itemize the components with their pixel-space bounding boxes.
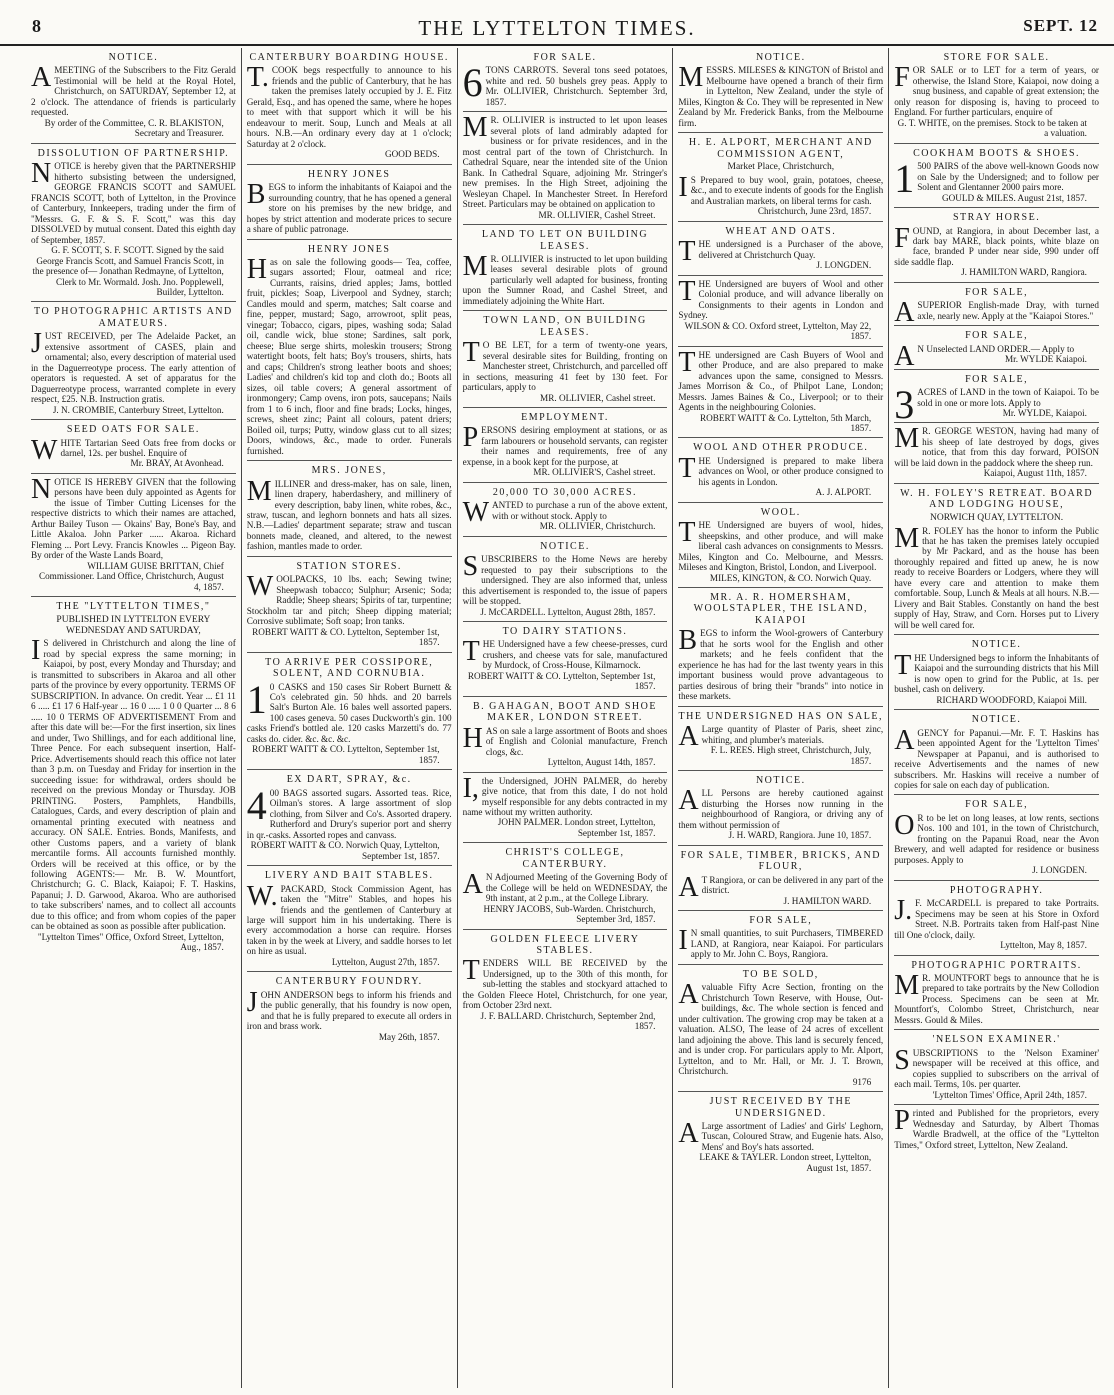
- ad-signature: MR. OLLIVIER, Christchurch.: [539, 521, 656, 532]
- ad-heading: TOWN LAND, ON BUILDING LEASES.: [483, 315, 647, 338]
- advertisement: [31, 597, 236, 957]
- ad-heading: STATION STORES.: [296, 560, 402, 572]
- ad-heading: FOR SALE.: [533, 52, 597, 63]
- ad-body: I,the Undersigned, JOHN PALMER, do hereby give notice, that from this date, I do not hold myself responsible for any debts contracted in my name without my written authority.: [462, 772, 668, 817]
- ad-heading: CANTERBURY FOUNDRY.: [275, 976, 423, 988]
- advertisement: [894, 1105, 1099, 1154]
- ad-signature: GOULD & MILES. August 21st, 1857.: [942, 192, 1087, 203]
- ad-body: MILLINER and dress-maker, has on sale, linen, linen drapery, haberdashery, and millinery of every description, baby linen, white robes, &c., straw, tuscan, and leghorn bonnets and hats all sizes. N.B.—Ladies' department separate; straw and tuscan bonnets made, cleaned, and altered, to the newest fashion, mantles made to order.: [246, 475, 452, 552]
- ad-signature: ROBERT WAITT & CO. Lyttelton, September 1st, 1857.: [252, 626, 440, 648]
- ad-body: 6TONS CARROTS. Several tons seed potatoes, white and red. 50 bushels grey peas. Apply to Mr. OLLIVIER, Christchurch. September 3rd, 1857.: [462, 60, 668, 107]
- ad-body: JOHN ANDERSON begs to inform his friends and the public generally, that his foundry is now open, and that he is fully prepared to execute all orders in iron and brass work.: [246, 986, 452, 1032]
- ad-signature: Kaiapoi, August 11th, 1857.: [983, 468, 1087, 479]
- ad-body: 3ACRES of LAND in the town of Kaiapoi. To be sold in one or more lots. Apply to: [894, 382, 1099, 428]
- ad-body: THE Undersigned is prepared to make libera advances on Wool, or other produce consigned to his agents in London.: [678, 452, 884, 487]
- ad-heading: DISSOLUTION OF PARTNERSHIP.: [37, 147, 230, 159]
- advertisement: [247, 653, 452, 771]
- ad-signature: ROBERT WAITT & Co. Lyttelton, 5th March, 1857.: [699, 412, 872, 433]
- ad-body: ALL Persons are hereby cautioned against disturbing the Horses now running in the neighbourhood of Rangiora, or driving any of them without permission of: [678, 785, 884, 830]
- ad-signature: May 26th, 1857.: [378, 1031, 440, 1042]
- ad-signature: 9176: [852, 1076, 872, 1087]
- advertisement: [247, 557, 452, 653]
- ad-heading: TO BE SOLD,: [742, 968, 819, 980]
- ad-body: OR to be let on long leases, at low rents, sections Nos. 100 and 101, in the town of Christchurch, fronting on the Papanui Road, near the Avon Brewery, and well adapted for residence or business purposes. Apply to: [894, 809, 1099, 865]
- advertisement: [247, 770, 452, 866]
- ad-heading: W. H. FOLEY'S RETREAT. BOARD AND LODGING HOUSE,: [900, 487, 1094, 511]
- advertisement: [678, 707, 883, 771]
- ad-signature: MR. OLLIVIER, Cashel Street.: [538, 209, 656, 220]
- ad-signature: JOHN PALMER. London street, Lyttelton, September 1st, 1857.: [497, 817, 656, 838]
- ad-heading: H. E. ALPORT, MERCHANT AND COMMISSION AGENT,: [688, 137, 873, 160]
- advertisement: [678, 911, 883, 965]
- ad-heading: NOTICE.: [540, 540, 590, 552]
- advertisement: [894, 635, 1099, 710]
- advertisement: [678, 48, 883, 133]
- ad-heading: PHOTOGRAPHIC PORTRAITS.: [911, 959, 1082, 971]
- ad-signature: J. McCARDELL. Lyttelton, August 28th, 1857.: [480, 606, 656, 617]
- advertisement: [678, 133, 883, 222]
- ad-subheading: Market Place, Christchurch,: [727, 162, 835, 173]
- ad-body: THE undersigned is a Purchaser of the above, delivered at Christchurch Quay.: [678, 236, 884, 268]
- ad-heading: MR. A. R. HOMERSHAM, WOOLSTAPLER, THE ISLAND, KAIAPOI: [693, 592, 869, 626]
- ad-body: THE Undersigned are buyers of wool, hides, sheepskins, and other produce, and will make liberal cash advances on consignments to Messrs. Miles, Kington and Co. Melbourne, and Messrs. Mileses and Kington, Bristol, London, and Liverpool.: [678, 517, 884, 573]
- advertisement: [247, 461, 452, 557]
- ad-body: MR. OLLIVIER is instructed to let upon leases several plots of land admirably adapted for business or for private residences, and in the most central part of the town of Christchurch. In Cathedral Square, near the intended site of the Union Bank. In Cathedral Square, adjoining Mr. Stringer's new premises. In the High Street, adjoining the Wesleyan Chapel. In Manchester Street. In Hereford Street. Particulars may be obtained on application to: [462, 112, 668, 210]
- advertisement: [894, 1030, 1099, 1105]
- ad-body: Avaluable Fifty Acre Section, fronting on the Christchurch Town Reserve, with House, Out-buildings, &c. The whole section is fenced and under cultivation. The growing crop may be taken at a valuation. ALSO, The lease of 24 acres of excellent land adjoining the above. This land is securely fenced, and is under crop. For particulars apply to Mr. Alport, Lyttelton, and to Mr. Hall, or Mr. J. T. Brown, Christchurch.: [678, 979, 884, 1077]
- ad-body: FOR SALE or to LET for a term of years, or otherwise, the Island Store, Kaiapoi, now doing a snug business, and capable of great extension; the only reason for disposing is, having to proceed to England. For further particulars, enquire of: [894, 62, 1099, 118]
- ad-signature: J. LONGDEN.: [816, 260, 872, 271]
- ad-body: AGENCY for Papanui.—Mr. F. T. Haskins has been appointed Agent for the 'Lyttelton Times' Newspaper at Papanui, and is authorised to receive Advertisements and the names of new subscribers. Mr. Haskins will receive a number of copies for sale on each day of publication.: [894, 724, 1099, 790]
- ad-body: ALarge quantity of Plaster of Paris, sheet zinc, whiting, and plumber's materials.: [678, 721, 884, 753]
- ad-body: WANTED to purchase a run of the above extent, with or without stock. Apply to: [462, 497, 668, 529]
- ad-heading: TO PHOTOGRAPHIC ARTISTS AND AMATEURS.: [34, 306, 233, 329]
- page-number: 8: [32, 16, 41, 36]
- ad-body: 1500 PAIRS of the above well-known Goods now on Sale by the Undersigned; and to follow per Solent and Glentanner 2000 pairs more.: [894, 156, 1099, 202]
- ad-heading: WOOL AND OTHER PRODUCE.: [693, 442, 869, 454]
- advertisement: [463, 622, 668, 697]
- ad-signature: A. J. ALPORT.: [815, 487, 872, 498]
- advertisement: [894, 881, 1099, 956]
- advertisement: [247, 165, 452, 240]
- column-3: [458, 48, 674, 1388]
- ad-heading: LIVERY AND BAIT STABLES.: [264, 870, 434, 882]
- advertisement: [31, 302, 236, 420]
- advertisement: [31, 144, 236, 303]
- ad-heading: NOTICE.: [755, 774, 806, 786]
- advertisement: [678, 588, 883, 707]
- ad-body: TENDERS WILL BE RECEIVED by the Undersigned, up to the 30th of this month, for sub-letting the stables and stockyard attached to the Golden Fleece Hotel, Christchurch, for one year, from October 23rd next.: [462, 955, 668, 1011]
- ad-signature: Lyttelton, August 27th, 1857.: [331, 956, 440, 967]
- ad-heading: EX DART, SPRAY, &c.: [286, 774, 412, 786]
- ad-body: THE Undersigned are buyers of Wool and other Colonial produce, and will advance liberally on Consignments to their agents in London and Sydney.: [678, 275, 884, 321]
- advertisement: [894, 144, 1099, 208]
- ad-body: THE Undersigned have a few cheese-presses, curd crushers, and cheese vats for sale, manufactured by Murdock, of Cross-House, Kilmarnock.: [462, 636, 668, 671]
- ad-body: AT Rangiora, or can be delivered in any part of the district.: [678, 871, 884, 903]
- ad-heading: HENRY JONES: [307, 243, 391, 255]
- ad-heading: NOTICE.: [971, 639, 1022, 651]
- ad-heading: WOOL.: [760, 506, 801, 518]
- ad-body: IS delivered in Christchurch and along the line of road by special express the same morning; in Kaiapoi, by post, every Monday and Thursday; and is transmitted to subscribers in Akaroa and all other parts of the province by every opportunity. TERMS OF SUBSCRIPTION. In advance. On credit. Year ... £1 11 6 ..... £1 17 6 Half-year ... 16 0 ..... 1 0 0 Quarter ... 8 6 ..... 10 0 TERMS OF ADVERTISEMENT From and after this date will be:—For the first insertion, six lines and under, Two Shillings, and for each additional line, Three Pence. For each subsequent insertion, Half-Price. Advertisements should reach this office not later than 3 p.m. on Tuesday and Friday for insertion in the succeeding issue: for withdrawal, orders should be received on the previous Monday or Thursday. JOB PRINTING. Posters, Pamphlets, Handbills, Catalogues, Cards, and every description of plain and ornamental printing executed with neatness and accuracy. ON SALE. Entries. Bonds, Manifests, and other Customs papers, and a variety of blank mercantile forms. All accounts furnished monthly. Orders will be received at this office, or by the following AGENTS:— Mr. B. W. Mountfort, Christchurch; G. C. Black, Kaiapoi; F. T. Haskins, Papanui; J. D. Garwood, Akaroa. Who are authorised to take subscribers' names, and to collect all accounts due to this office; and from whom copies of the paper can be obtained as soon as possible after publication.: [31, 635, 236, 932]
- advertisement: [463, 225, 668, 311]
- ad-heading: COOKHAM BOOTS & SHOES.: [913, 147, 1081, 159]
- advertisement: [678, 503, 883, 588]
- ad-signature: G. F. SCOTT, S. F. SCOTT. Signed by the said George Francis Scott, and Samuel Francis Scott, in the presence of— Jonathan Redmayne, of Lyttelton, Clerk to Mr. Wormald. Josh. Jno. Popplewell, Builder, Lyttelton.: [32, 245, 224, 297]
- advertisement: [894, 48, 1099, 144]
- ad-signature: By order of the Committee, C. R. BLAKISTON, Secretary and Treasurer.: [44, 117, 224, 139]
- ad-signature: "Lyttelton Times" Office, Oxford Street, Lyttelton, Aug., 1857.: [37, 931, 224, 953]
- ad-body: MR. FOLEY has the honor to inform the Public that he has taken the premises lately occupied by Mr Packard, and as the house has been thoroughly repaired and fitted up anew, he is now ready to receive Boarders or Lodgers, where they will have every care and attention to make them comfortable. Soup, Lunch & Meals at all hours. N.B.—Livery and Bait Stables. Constantly on hand the best supply of Hay, Straw, and Corn. Horses put to Livery will be well cared for.: [894, 522, 1099, 630]
- ad-signature: HENRY JACOBS, Sub-Warden. Christchurch, September 3rd, 1857.: [483, 903, 656, 925]
- ad-signature: 'Lyttelton Times' Office, April 24th, 1857.: [932, 1089, 1087, 1100]
- ad-signature: F. L. REES. High street, Christchurch, July, 1857.: [710, 745, 872, 766]
- ad-body: FOUND, at Rangiora, in about December last, a dark bay MARE, black points, white blaze on face, branded P under near side, 990 under off side saddle flap.: [894, 222, 1099, 267]
- ad-signature: MR. OLLIVIER, Cashel street.: [540, 392, 656, 403]
- ad-signature: Lyttelton, May 8, 1857.: [1000, 940, 1087, 951]
- ad-heading: 'NELSON EXAMINER.': [932, 1034, 1061, 1046]
- advertisement: [894, 370, 1099, 428]
- advertisement: [678, 276, 883, 347]
- ad-signature: Mr. WYLDE, Kaiapoi.: [1002, 408, 1087, 418]
- ad-heading: NOTICE.: [755, 52, 806, 63]
- ad-body: HAS on sale a large assortment of Boots and shoes of English and Colonial manufacture, French clogs, &c.: [462, 722, 668, 757]
- ad-body: MR. MOUNTFORT begs to announce that he is prepared to take portraits by the New Collodion Process. Specimens can be seen at Mr. Mountfort's, Colombo Street, Christchurch, near Messrs. Gould & Miles.: [894, 969, 1099, 1025]
- advertisement: [31, 48, 236, 144]
- ad-signature: J. F. BALLARD. Christchurch, September 2nd, 1857.: [480, 1010, 656, 1032]
- ad-heading: GOLDEN FLEECE LIVERY STABLES.: [490, 933, 640, 957]
- ad-body: SUBSCRIPTIONS to the 'Nelson Examiner' newspaper will be received at this office, and copies supplied to subscribers on the arrival of each mail. Terms, 10s. per quarter.: [894, 1044, 1099, 1090]
- ad-body: T.COOK begs respectfully to announce to his friends and the public of Canterbury, that he has taken the premises lately occupied by J. E. Fitz Gerald, Esq., and has opened the same, where he hopes to meet with that support which it will be his endeavour to merit. Soup, Lunch and Meals at all hours. N.B.—An ordinary every day at 1 o'clock; Saturday at 2 o'clock.: [246, 62, 452, 149]
- ad-body: BEGS to inform the Wool-growers of Canterbury that he sorts wool for the English and other markets; and he feels confident that the experience he has had for the last twenty years in this important business would prove advantageous to parties desirous of bring their "brands" into notice in these markets.: [678, 625, 884, 702]
- ad-heading: SEED OATS FOR SALE.: [66, 424, 200, 436]
- ad-body: SUBSCRIBERS to the Home News are hereby requested to pay their subscriptions to the undersigned. They are also informed that, unless this advertisement is responded to, the issue of papers will be stopped.: [462, 551, 668, 607]
- advertisement: [678, 965, 883, 1092]
- advertisement: [678, 222, 883, 276]
- ad-heading: JUST RECEIVED BY THE UNDERSIGNED.: [709, 1096, 852, 1119]
- advertisement: [463, 311, 668, 408]
- advertisement: [678, 846, 883, 911]
- ad-heading: HENRY JONES: [307, 168, 391, 180]
- ad-signature: J. LONGDEN.: [1032, 865, 1087, 876]
- ad-heading: NOTICE.: [971, 714, 1022, 726]
- issue-date: SEPT. 12: [1023, 16, 1098, 35]
- ad-body: MESSRS. MILESES & KINGTON of Bristol and Melbourne have opened a branch of their firm in Lyttelton, New Zealand, under the style of Miles, Kington & Co. They will be represented in New Zealand by Mr. Frederick Banks, from the Melbourne firm.: [678, 62, 884, 128]
- ad-signature: J. H. WARD, Rangiora. June 10, 1857.: [728, 830, 872, 841]
- advertisement: [463, 930, 668, 1036]
- advertisement: [463, 843, 668, 929]
- ad-heading: FOR SALE,: [965, 286, 1029, 298]
- ad-signature: MILES, KINGTON, & CO. Norwich Quay.: [709, 572, 872, 583]
- advertisement: [463, 773, 668, 844]
- advertisement: [247, 972, 452, 1046]
- ad-signature: MR. OLLIVIER'S, Cashel street.: [533, 467, 656, 478]
- ad-heading: STRAY HORSE.: [952, 212, 1041, 224]
- column-2: [242, 48, 458, 1388]
- ad-signature: GOOD BEDS.: [384, 149, 440, 160]
- ad-body: MR. GEORGE WESTON, having had many of his sheep of late destroyed by dogs, gives notice, that from this day forward, POISON will be laid down in the paddock where the sheep run.: [894, 423, 1099, 468]
- advertisement: [894, 208, 1099, 283]
- ad-signature: WILSON & CO. Oxford street, Lyttelton, May 22, 1857.: [684, 320, 872, 342]
- advertisement: [894, 484, 1099, 635]
- advertisement: [463, 408, 668, 483]
- ad-signature: Mr. WYLDE Kaiapoi.: [1004, 354, 1087, 365]
- ad-signature: J. HAMILTON WARD, Rangiora.: [961, 267, 1087, 278]
- ad-heading: MRS. JONES,: [311, 465, 387, 477]
- ad-heading: LAND TO LET ON BUILDING LEASES.: [481, 229, 649, 252]
- advertisement: [31, 474, 236, 597]
- ad-heading: FOR SALE,: [965, 799, 1029, 811]
- ad-body: J.F. McCARDELL is prepared to take Portraits. Specimens may be seen at his Store in Oxford Street. N.B. Portraits taken from Half-past Nine till One o'clock, daily.: [894, 895, 1099, 940]
- ad-heading: TO DAIRY STATIONS.: [502, 626, 628, 638]
- advertisement: [31, 420, 236, 474]
- advertisement: [463, 483, 668, 537]
- advertisement: [247, 240, 452, 462]
- ad-body: 10 CASKS and 150 cases Sir Robert Burnett & Co's celebrated gin. 50 hhds. and 20 barrels Salt's Burton Ale. 16 bales well assorted papers. 100 cases geneva. 50 cases Duckworth's gin. 100 casks Friend's bottled ale. 120 casks Marzetti's do. 77 casks do. cider. &c. &c. &c.: [246, 676, 452, 744]
- ad-signature: J. HAMILTON WARD.: [783, 895, 872, 906]
- ad-body: PERSONS desiring employment at stations, or as farm labourers or household servants, can register their names and requirements, free of any expense, in a book kept for the purpose, at: [462, 422, 668, 467]
- ad-body: NOTICE IS HEREBY GIVEN that the following persons have been duly appointed as Agents for the issue of Timber Cutting Licenses for the respective districts to which their names are attached, Arthur Bailey Tuson — Okains' Bay, Bone's Bay, and Little Akaloa. John Parker ...... Akaroa. Richard Fleming ... Port Levy. Francis Knowles ... Pigeon Bay. By order of the Waste Lands Board,: [31, 473, 236, 561]
- masthead: [0, 0, 1114, 46]
- ad-body: THE Undersigned begs to inform the Inhabitants of Kaiapoi and the surrounding districts that his Mill is now open to grind for the Public, at 1s. per bushel, cash on delivery.: [894, 649, 1099, 695]
- ad-heading: 20,000 TO 30,000 ACRES.: [492, 486, 638, 498]
- advertisement: [678, 438, 883, 502]
- ad-body: WOOLPACKS, 10 lbs. each; Sewing twine; Sheepwash tobacco; Sulphur; Arsenic; Soda; Raddle; Sheep shears; Spirits of tar, turpentine; Stockholm tar and pitch; Sheep dipping material; Corrosive sublimate; Soft soap; Iron tanks.: [246, 571, 452, 627]
- ad-signature: Christchurch, June 23rd, 1857.: [757, 206, 872, 217]
- advertisement: [247, 48, 452, 165]
- ad-body: 400 BAGS assorted sugars. Assorted teas. Rice, Oilman's stores. A large assortment of slop clothing, from Silver and Co's. Assorted drapery. Rutherford and Drury's superior port and sherry in qr.-casks. Assorted ropes and canvass.: [246, 782, 452, 840]
- ad-signature: ROBERT WAITT & CO. Lyttelton, September 1st, 1857.: [467, 670, 656, 692]
- advertisement: [894, 956, 1099, 1031]
- ad-heading: FOR SALE, TIMBER, BRICKS, AND FLOUR,: [680, 849, 881, 873]
- ad-signature: J. N. CROMBIE, Canterbury Street, Lyttelton.: [52, 404, 224, 415]
- ad-body: BEGS to inform the inhabitants of Kaiapoi and the surrounding country, that he has opened a general store on his premises by the new bridge, and hopes by strict attention and moderate prices to secure a share of public patronage.: [246, 179, 452, 235]
- newspaper-title: THE LYTTELTON TIMES.: [418, 16, 696, 40]
- ad-heading: NOTICE.: [108, 52, 159, 63]
- ad-body: Printed and Published for the proprietors, every Wednesday and Saturday, by Albert Thomas Wardle Bradwell, at the office of the "Lyttelton Times," Oxford street, Lyttelton, New Zealand.: [894, 1105, 1099, 1150]
- ad-signature: G. T. WHITE, on the premises. Stock to be taken at a valuation.: [897, 117, 1087, 139]
- ad-body: IN small quantities, to suit Purchasers, TIMBERED LAND, at Rangiora, near Kaiapoi. For particulars apply to Mr. John C. Boys, Rangiora.: [678, 925, 884, 960]
- advertisement: [463, 537, 668, 622]
- ad-heading: FOR SALE,: [965, 373, 1029, 385]
- ad-heading: THE UNDERSIGNED HAS ON SALE,: [678, 710, 884, 722]
- ad-heading: B. GAHAGAN, BOOT AND SHOE MAKER, LONDON STREET.: [472, 700, 657, 724]
- columns-container: [26, 48, 1104, 1388]
- ad-body: AN Unselected LAND ORDER.— Apply to: [894, 340, 1075, 372]
- advertisement: [678, 1092, 883, 1177]
- column-1: [26, 48, 242, 1388]
- ad-body: MR. OLLIVIER is instructed to let upon building leases several desirable plots of ground particularly well adapted for business, fronting upon the Sumner Road, and Cashel Street, and immediately adjoining the White Hart.: [462, 250, 668, 306]
- ad-body: IS Prepared to buy wool, grain, potatoes, cheese, &c., and to execute indents of goods for the English and Australian markets, on liberal terms for cash.: [678, 171, 884, 206]
- ad-body: ALarge assortment of Ladies' and Girls' Leghorn, Tuscan, Coloured Straw, and Eugenie hats. Also, Mens' and Boy's hats assorted.: [678, 1117, 884, 1152]
- ad-signature: ROBERT WAITT & CO. Lyttelton, September 1st, 1857.: [252, 744, 440, 765]
- ad-heading: THE "LYTTELTON TIMES,": [56, 601, 211, 613]
- ad-body: ASUPERIOR English-made Dray, with turned axle, nearly new. Apply at the "Kaiapoi Stores.": [894, 297, 1099, 329]
- ad-body: AMEETING of the Subscribers to the Fitz Gerald Testimonial will be held at the Royal Hotel, Christchurch, on SATURDAY, September 12, at 2 o'clock. The attendance of friends is particularly requested.: [31, 62, 236, 118]
- ad-signature: RICHARD WOODFORD, Kaiapoi Mill.: [936, 694, 1087, 705]
- ad-signature: Mr. BRAY, At Avonhead.: [130, 458, 224, 469]
- ad-heading: EMPLOYMENT.: [521, 412, 609, 424]
- advertisement: [463, 697, 668, 773]
- column-4: [673, 48, 889, 1388]
- ad-heading: FOR SALE,: [965, 330, 1029, 342]
- ad-body: W.PACKARD, Stock Commission Agent, has taken the "Mitre" Stables, and hopes his friends and the gentlemen of Canterbury at large will support him in his undertaking. There is every accommodation a horse can require. Horses taken in by the week at Livery, and saddle horses to let on hire as usual.: [246, 880, 452, 957]
- ad-heading: CHRIST'S COLLEGE, CANTERBURY.: [505, 847, 625, 870]
- ad-heading: PHOTOGRAPHY.: [949, 884, 1044, 896]
- ad-signature: ROBERT WAITT & CO. Norwich Quay, Lyttelton, September 1st, 1857.: [250, 840, 440, 861]
- advertisement: [894, 795, 1099, 880]
- ad-signature: Lyttelton, August 14th, 1857.: [547, 757, 656, 768]
- advertisement: [894, 423, 1099, 483]
- ad-heading: TO ARRIVE PER COSSIPORE, SOLENT, AND CORNUBIA.: [265, 656, 434, 680]
- advertisement: [678, 347, 883, 439]
- advertisement: [463, 112, 668, 225]
- ad-body: AN Adjourned Meeting of the Governing Body of the College will be held on WEDNESDAY, the 9th instant, at 2 p.m., at the College Library.: [462, 869, 668, 904]
- advertisement: [463, 48, 668, 112]
- ad-body: THE undersigned are Cash Buyers of Wool and other Produce, and are also prepared to make advances upon the same, consigned to Messrs. James Morrison & Co., of Philpot Lane, London; Messrs. James Baines & Co., Liverpool; or to their Agents in the neighbouring Colonies.: [678, 346, 884, 413]
- ad-body: Has on sale the following goods— Tea, coffee, sugars assorted; Flour, oatmeal and rice; Currants, raisins, dried apples; Jams, bottled fruit, pickles; Soap, Liverpool and Sydney, starch; Candles mould and sperm, matches; Salt coarse and fine, pepper, mustard; Sago, arrowroot, split peas, vinegar; Tobacco, cigars, pipes, washing soda; Salad oil, candle wick, blue stone; Sardines, salt pork, cheese; Blue serge shirts, moleskin trousers; Strong watertight boots, felt hats; Boy's trousers, shirts, hats and caps; Children's strong leather boots and shoes; Ladies' and children's kid top and cloth do.; Boots all sizes, oil table covers; A general assortment of ironmongery; Camp ovens, iron pots, saucepans; Nails from 1 to 6 inch, floor and fine brads; Locks, hinges, screws, sheet zinc; Paint all colours, patent driers; Boiled oil, turps; Putty, window glass cut to all sizes; Doors, windows, &c., made to order. Funerals furnished.: [246, 253, 452, 456]
- advertisement: [894, 326, 1099, 372]
- ad-body: JUST RECEIVED, per The Adelaide Packet, an extensive assortment of CASES, plain and ornamental; also, every description of material used in the Daguerreotype process. The early attention of operators is requested. A set of apparatus for the Daguerreotype process, warranted complete in every respect, £25. N.B. Instruction gratis.: [31, 328, 236, 405]
- ad-body: WHITE Tartarian Seed Oats free from docks or darnel, 12s. per bushel. Enquire of: [31, 434, 236, 466]
- ad-body: NOTICE is hereby given that the PARTNERSHIP hitherto subsisting between the undersigned, GEORGE FRANCIS SCOTT and SAMUEL FRANCIS SCOTT, both of Lyttelton, in the Province of Canterbury, Innkeepers, trading under the firm of "Messrs. G. F. & S. F. Scott," was this day DISSOLVED by mutual consent. Dated this eighth day of September, 1857.: [31, 158, 236, 245]
- advertisement: [678, 771, 883, 846]
- ad-subheading: NORWICH QUAY, LYTTELTON.: [930, 512, 1064, 523]
- ad-heading: FOR SALE,: [749, 915, 813, 927]
- column-5: [889, 48, 1104, 1388]
- ad-body: TO BE LET, for a term of twenty-one years, several desirable sites for Building, fronting on Manchester street, Christchurch, and parcelled off in sections, measuring 41 feet by 130 feet. For particulars, apply to: [462, 337, 668, 393]
- ad-heading: WHEAT AND OATS.: [725, 225, 837, 237]
- advertisement: [247, 866, 452, 972]
- ad-heading: STORE FOR SALE.: [943, 52, 1050, 63]
- ad-subheading: PUBLISHED IN LYTTELTON EVERY WEDNESDAY AND SATURDAY,: [56, 614, 211, 636]
- advertisement: [894, 710, 1099, 795]
- ad-signature: WILLIAM GUISE BRITTAN, Chief Commissioner. Land Office, Christchurch, August 4, 1857.: [38, 560, 224, 592]
- advertisement: [894, 283, 1099, 329]
- ad-heading: CANTERBURY BOARDING HOUSE.: [249, 52, 449, 63]
- ad-signature: LEAKE & TAYLER. London street, Lyttelton, August 1st, 1857.: [699, 1152, 872, 1173]
